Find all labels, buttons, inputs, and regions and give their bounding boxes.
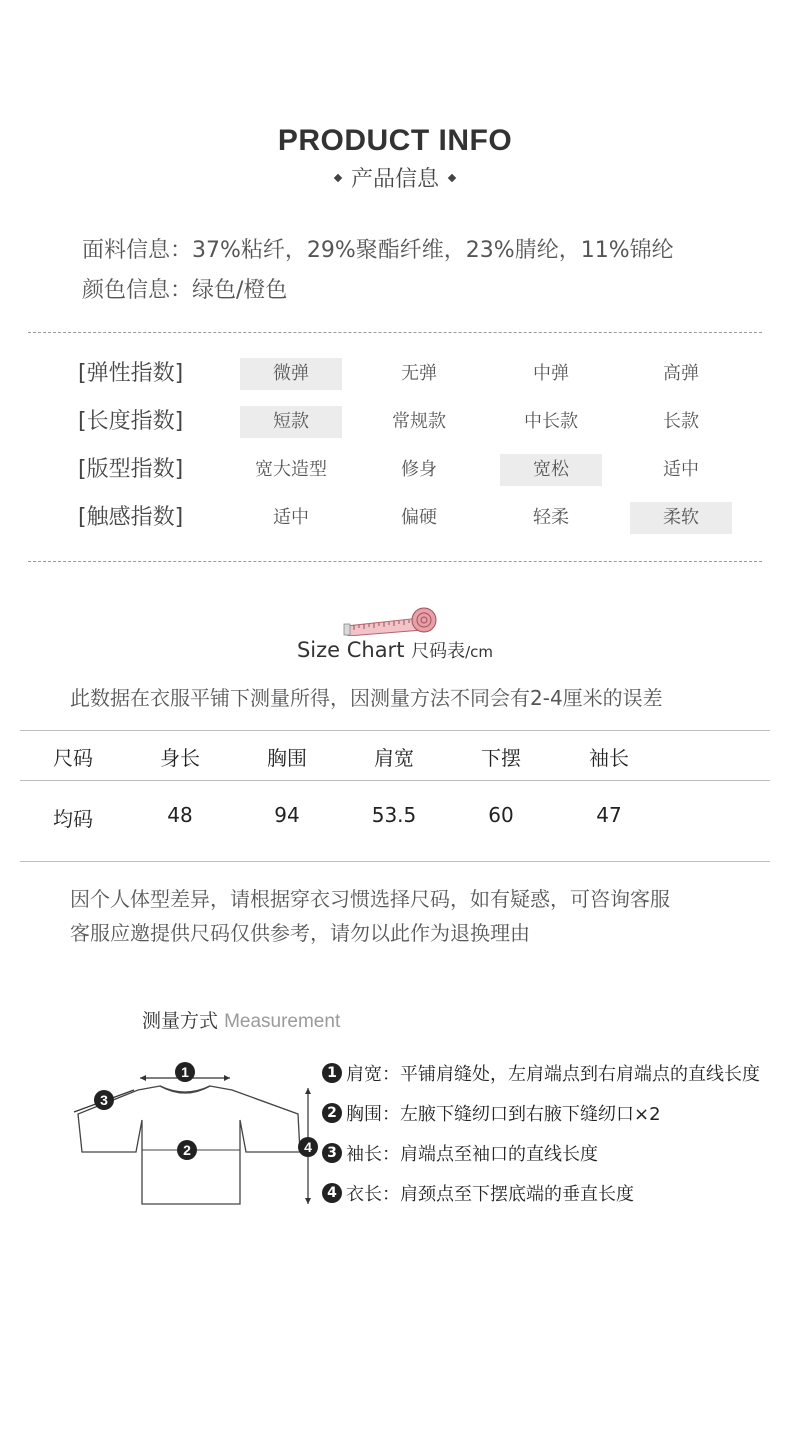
diamond-icon xyxy=(334,174,342,182)
size-chart-title-en: Size Chart xyxy=(296,638,405,662)
measurement-item xyxy=(322,1063,760,1087)
number-badge-icon: 3 xyxy=(322,1143,342,1163)
number-badge-icon: 2 xyxy=(322,1103,342,1123)
measurement-item xyxy=(322,1103,661,1127)
disclaimer-line-2: 客服应邀提供尺码仅供参考，请勿以此作为退换理由 xyxy=(70,921,530,945)
index-option: 长款 xyxy=(663,411,699,432)
index-option: 偏硬 xyxy=(401,507,437,528)
svg-text:2: 2 xyxy=(183,1142,191,1158)
size-chart-heading xyxy=(0,637,790,663)
size-chart-title-zh: 尺码表 xyxy=(411,641,466,662)
index-label: [版型指数] xyxy=(78,457,184,482)
svg-text:1: 1 xyxy=(181,1064,189,1080)
index-option-selected: 柔软 xyxy=(630,502,732,534)
measurement-title xyxy=(142,1006,340,1033)
table-header-cell: 尺码 xyxy=(53,746,93,770)
index-label: [弹性指数] xyxy=(78,361,184,386)
diamond-icon xyxy=(448,174,456,182)
index-row xyxy=(0,358,790,392)
number-badge-icon: 4 xyxy=(322,1183,342,1203)
table-header-cell: 身长 xyxy=(160,746,200,770)
color-info: 颜色信息：绿色/橙色 xyxy=(82,278,288,303)
index-option: 常规款 xyxy=(392,411,446,432)
table-cell: 47 xyxy=(596,803,622,827)
index-option: 适中 xyxy=(273,507,309,528)
table-header-cell: 胸围 xyxy=(267,746,307,770)
index-option-selected: 短款 xyxy=(240,406,342,438)
index-label: [长度指数] xyxy=(78,409,184,434)
measurement-item xyxy=(322,1143,598,1167)
fabric-info: 面料信息：37%粘纤，29%聚酯纤维，23%腈纶，11%锦纶 xyxy=(82,238,674,263)
table-rule xyxy=(20,861,770,862)
measurement-item-text: 胸围：左腋下缝纫口到右腋下缝纫口×2 xyxy=(346,1104,661,1125)
measurement-item-text: 袖长：肩端点至袖口的直线长度 xyxy=(346,1144,598,1165)
table-header-cell: 袖长 xyxy=(589,746,629,770)
number-badge-icon: 1 xyxy=(322,1063,342,1083)
tape-measure-icon xyxy=(342,606,440,636)
index-option: 修身 xyxy=(401,459,437,480)
index-option: 宽大造型 xyxy=(255,459,327,480)
table-cell: 94 xyxy=(274,803,300,827)
measurement-title-en: Measurement xyxy=(224,1011,341,1032)
table-cell: 48 xyxy=(167,803,193,827)
index-label: [触感指数] xyxy=(78,505,184,530)
table-rule xyxy=(20,730,770,731)
table-rule xyxy=(20,780,770,781)
index-option: 高弹 xyxy=(663,363,699,384)
size-chart-unit: /cm xyxy=(465,643,494,661)
table-cell: 53.5 xyxy=(371,803,417,827)
index-option: 适中 xyxy=(663,459,699,480)
table-cell: 60 xyxy=(488,803,514,827)
measurement-title-zh: 测量方式 xyxy=(142,1010,219,1032)
shirt-diagram xyxy=(70,1058,320,1212)
index-row xyxy=(0,406,790,440)
svg-text:4: 4 xyxy=(304,1139,312,1155)
index-row xyxy=(0,502,790,536)
table-cell: 均码 xyxy=(53,807,93,831)
subtitle-text: 产品信息 xyxy=(350,167,439,192)
divider xyxy=(28,561,762,562)
index-option: 轻柔 xyxy=(533,507,569,528)
divider xyxy=(28,332,762,333)
size-chart-note: 此数据在衣服平铺下测量所得，因测量方法不同会有2-4厘米的误差 xyxy=(70,686,663,710)
index-row xyxy=(0,454,790,488)
page-title: PRODUCT INFO xyxy=(277,124,513,157)
measurement-item xyxy=(322,1183,634,1207)
index-option: 中弹 xyxy=(533,363,569,384)
index-option-selected: 微弹 xyxy=(240,358,342,390)
page-subtitle xyxy=(0,162,790,193)
index-option: 中长款 xyxy=(524,411,578,432)
table-header-cell: 肩宽 xyxy=(374,746,414,770)
table-header-cell: 下摆 xyxy=(481,746,521,770)
measurement-item-text: 肩宽：平铺肩缝处，左肩端点到右肩端点的直线长度 xyxy=(346,1064,760,1085)
index-option-selected: 宽松 xyxy=(500,454,602,486)
disclaimer-line-1: 因个人体型差异，请根据穿衣习惯选择尺码，如有疑惑，可咨询客服 xyxy=(70,887,670,911)
index-option: 无弹 xyxy=(401,363,437,384)
measurement-item-text: 衣长：肩颈点至下摆底端的垂直长度 xyxy=(346,1184,634,1205)
svg-text:3: 3 xyxy=(100,1092,108,1108)
